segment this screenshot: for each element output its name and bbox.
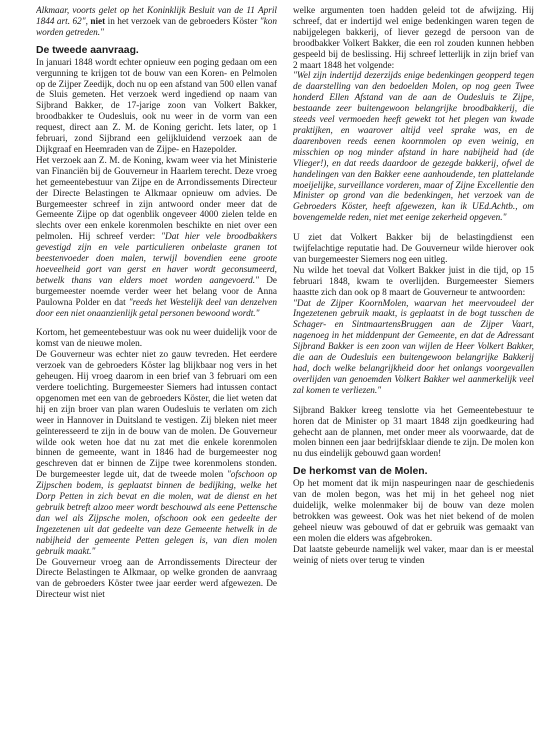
section-heading-tweede-aanvraag: De tweede aanvraag. bbox=[36, 44, 139, 56]
paragraph-text: De Gouverneur was echter niet zo gauw tevreden. Het eerdere verzoek van de gebroeders Köster lag blijkbaar nog vers in het geheugen. Hij vroeg daarom in een brief van 3 februari om een verdere toelichting. Burgemeester Siemers had intussen contact opgenomen met een van de gebroeders Köster, die liet weten dat hij en zijn broer van plan waren Oudesluis te verlaten om zich weer in Hannover in Duitsland te vestigen. Zij bleken niet meer geïnteresseerd te zijn in de bouw van de molen. De Gouverneur wilde ook weten hoe dat nu zat met die enkele korenmolen binnen de gemeente, want in 1846 had de burgemeester nog geschreven dat er binnen de Zijpe twee korenmolens stonden. De burgemeester legde uit, dat de tweede molen bbox=[36, 350, 277, 481]
intro-rest: in het verzoek van de gebroeders Köster bbox=[105, 16, 260, 27]
intro-paragraph bbox=[36, 6, 277, 39]
intro-quote: Alkmaar, voorts gelet op het Koninklijk Besluit van de 11 April 1844 art. 62", bbox=[36, 6, 277, 27]
paragraph bbox=[36, 156, 277, 320]
column-right bbox=[293, 6, 534, 729]
quote-inline: "reeds het Westelijk deel van denzelven door een niet onaanzienlijk getal personen bewoond wordt." bbox=[36, 297, 277, 319]
spacer bbox=[293, 224, 534, 233]
spacer bbox=[36, 319, 277, 328]
paragraph: U ziet dat Volkert Bakker bij de belastingdienst een twijfelachtige reputatie had. De Gouverneur wilde hierover ook van burgemeester Siemers nog een uitleg. bbox=[293, 233, 534, 265]
paragraph: Dat laatste gebeurde namelijk wel vaker, maar dan is er meestal weinig of niets over terug te vinden bbox=[293, 544, 534, 566]
column-left bbox=[36, 6, 277, 729]
section-heading-herkomst: De herkomst van de Molen. bbox=[293, 466, 428, 478]
quote-inline: "ofschoon op Zijpschen bodem, is geplaatst binnen de bedijking, welke het Dorp Petten in zich bevat en die molen, wat de dienst en het gebruik betreft alzoo meer wordt beschouwd als eene Pettensche dan wel als Zijpsche molen, ofschoon ook een gedeelte der Ingezetenen uit dat gedeelte van deze Gemeente hetwelk in de nabijheid der gemeente Petten gelegen is, van dien molen gebruik maakt." bbox=[36, 470, 277, 557]
intro-bold: niet bbox=[87, 16, 106, 27]
spacer bbox=[293, 397, 534, 406]
block-quote: "Dat de Zijper KoornMolen, waarvan het meervoudeel der Ingezetenen gebruik maakt, is geplaatst in de bogt tusschen de Schager- en SintmaartensBruggen aan de Zijper Vaart, nagenoeg in het middenpunt der Gemeente, en dat de Adressant Sijbrand Bakker is een zoon van wijlen de Heer Volkert Bakker, die aan de Oudesluis een buitengewoon belangrijke Bakkerij had, doch welke belangrijkheid door het onlangs voorgevallen overlijden van genoemden Volkert Bakker wel aanmerkelijk veel zal komen te verliezen." bbox=[293, 298, 534, 396]
paragraph-text: De burgemeester noemde verder weer het belang voor de Anna Paulowna Polder en dat bbox=[36, 275, 277, 308]
paragraph: Op het moment dat ik mijn naspeuringen naar de geschiedenis van de molen begon, was het mij in het geheel nog niet duidelijk, welke molenmaker bij de bouw van deze molen betrokken was geweest. Ook was het niet bekend of de molen geheel nieuw was gebouwd of dat er gebruik was gemaakt van een molen die elders was afgebroken. bbox=[293, 479, 534, 544]
paragraph: In januari 1848 wordt echter opnieuw een poging gedaan om een vergunning te krijgen tot de bouw van een Koren- en Pelmolen op de Zijper Zeedijk, doch nu op een afstand van 500 ellen vanaf de Sluis gemeten. Het verzoek werd ingediend op naam van Sijbrand Bakker, de 17-jarige zoon van Volkert Bakker, broodbakker te Oudesluis, ook nu weer in de vorm van een request, direct aan Z. M. de Koning gericht. Iets later, op 1 februari, zond Sijbrand een gelijkluidend verzoek aan de Dijkgraaf en Heemraden van de Zijpe- en Hazepolder. bbox=[36, 57, 277, 155]
intro-quote-2: "kon worden getreden." bbox=[36, 16, 277, 38]
block-quote: "Wel zijn indertijd dezerzijds enige bedenkingen geopperd tegen de daarstelling van den bedoelden Molen, op nog geen Twee honderd Ellen Afstand van de aan de Oudesluis te Zijpe, bestaande zeer buitengewoon belangrijke broodbakkerij, die steeds veel vermoeden heeft gewekt tot het plegen van kwade praktijken, en waarover altijd veel sprake was, en de daarenboven reeds eenen koornmolen op even weinig, en misschien op nog minder afstand in hare nabijheid had (de Vlieger!), en dat reeds daardoor de gezegde bakkerij, ofwel de handelingen van den Bakker eene aanhoudende, ten plattelande moeijelijke, surveillance vorderen, maar of Zijne Excellentie den Minister op grond van die bedenkingen, het verzoek van de Gebroeders Köster, heeft afgewezen, kan ik UEd.Achtb., om bovengemelde reden, niet met eenige zekerheid opgeven." bbox=[293, 71, 534, 224]
paragraph: De Gouverneur vroeg aan de Arrondissements Directeur der Directe Belastingen te Alkmaar, op welke gronden de aanvraag van de gebroeders Köster twee jaar eerder werd afgewezen. De Directeur wist niet bbox=[36, 557, 277, 601]
paragraph-text: Het verzoek aan Z. M. de Koning, kwam weer via het Ministerie van Financiën bij de Gouverneur in Haarlem terecht. Deze vroeg het gemeentebestuur van Zijpe en de Arrondissements Directeur der Directe Belastingen te Alkmaar opnieuw om advies. De Burgemeester schreef in zijn antwoord onder meer dat de Gemeente Zijpe op dat ogenblik ongeveer 4000 zielen telde en slechts over een enkele korenmolen beschikte en niet over een pelmolen. Hij schreef verder: bbox=[36, 155, 277, 243]
paragraph: Kortom, het gemeentebestuur was ook nu weer duidelijk voor de komst van de nieuwe molen. bbox=[36, 328, 277, 350]
quote-inline: "Dat hier vele broodbakkers gevestigd zijn en vele particulieren onbelaste granen tot beestenvoeder doen malen, terwijl bovendien eene groote hoeveelheid gort van gerst en haver wordt geconsumeerd, betwelk thans van elders moet worden aangevoerd." bbox=[36, 232, 277, 286]
paragraph bbox=[36, 350, 277, 557]
paragraph: Nu wilde het toeval dat Volkert Bakker juist in die tijd, op 15 februari 1848, kwam te overlijden. Burgemeester Siemers haastte zich dan ook op 8 maart de Gouverneur te antwoorden: bbox=[293, 265, 534, 298]
paragraph: welke argumenten toen hadden geleid tot de afwijzing. Hij schreef, dat er indertijd wel enige bedenkingen waren tegen de nabijgelegen bakkerij, of liever gezegd de persoon van de broodbakker Volkert Bakker, die een rol zouden kunnen hebben gespeeld bij de beslissing. Hij schreef letterlijk in zijn brief van 2 maart 1848 het volgende: bbox=[293, 6, 534, 71]
paragraph: Sijbrand Bakker kreeg tenslotte via het Gemeentebestuur te horen dat de Minister op 31 maart 1848 zijn goedkeuring had gehecht aan de plannen, met onder meer als voorwaarde, dat de molen binnen een jaar bedrijfsklaar diende te zijn. De molen kon nu dus eindelijk gebouwd gaan worden! bbox=[293, 405, 534, 460]
